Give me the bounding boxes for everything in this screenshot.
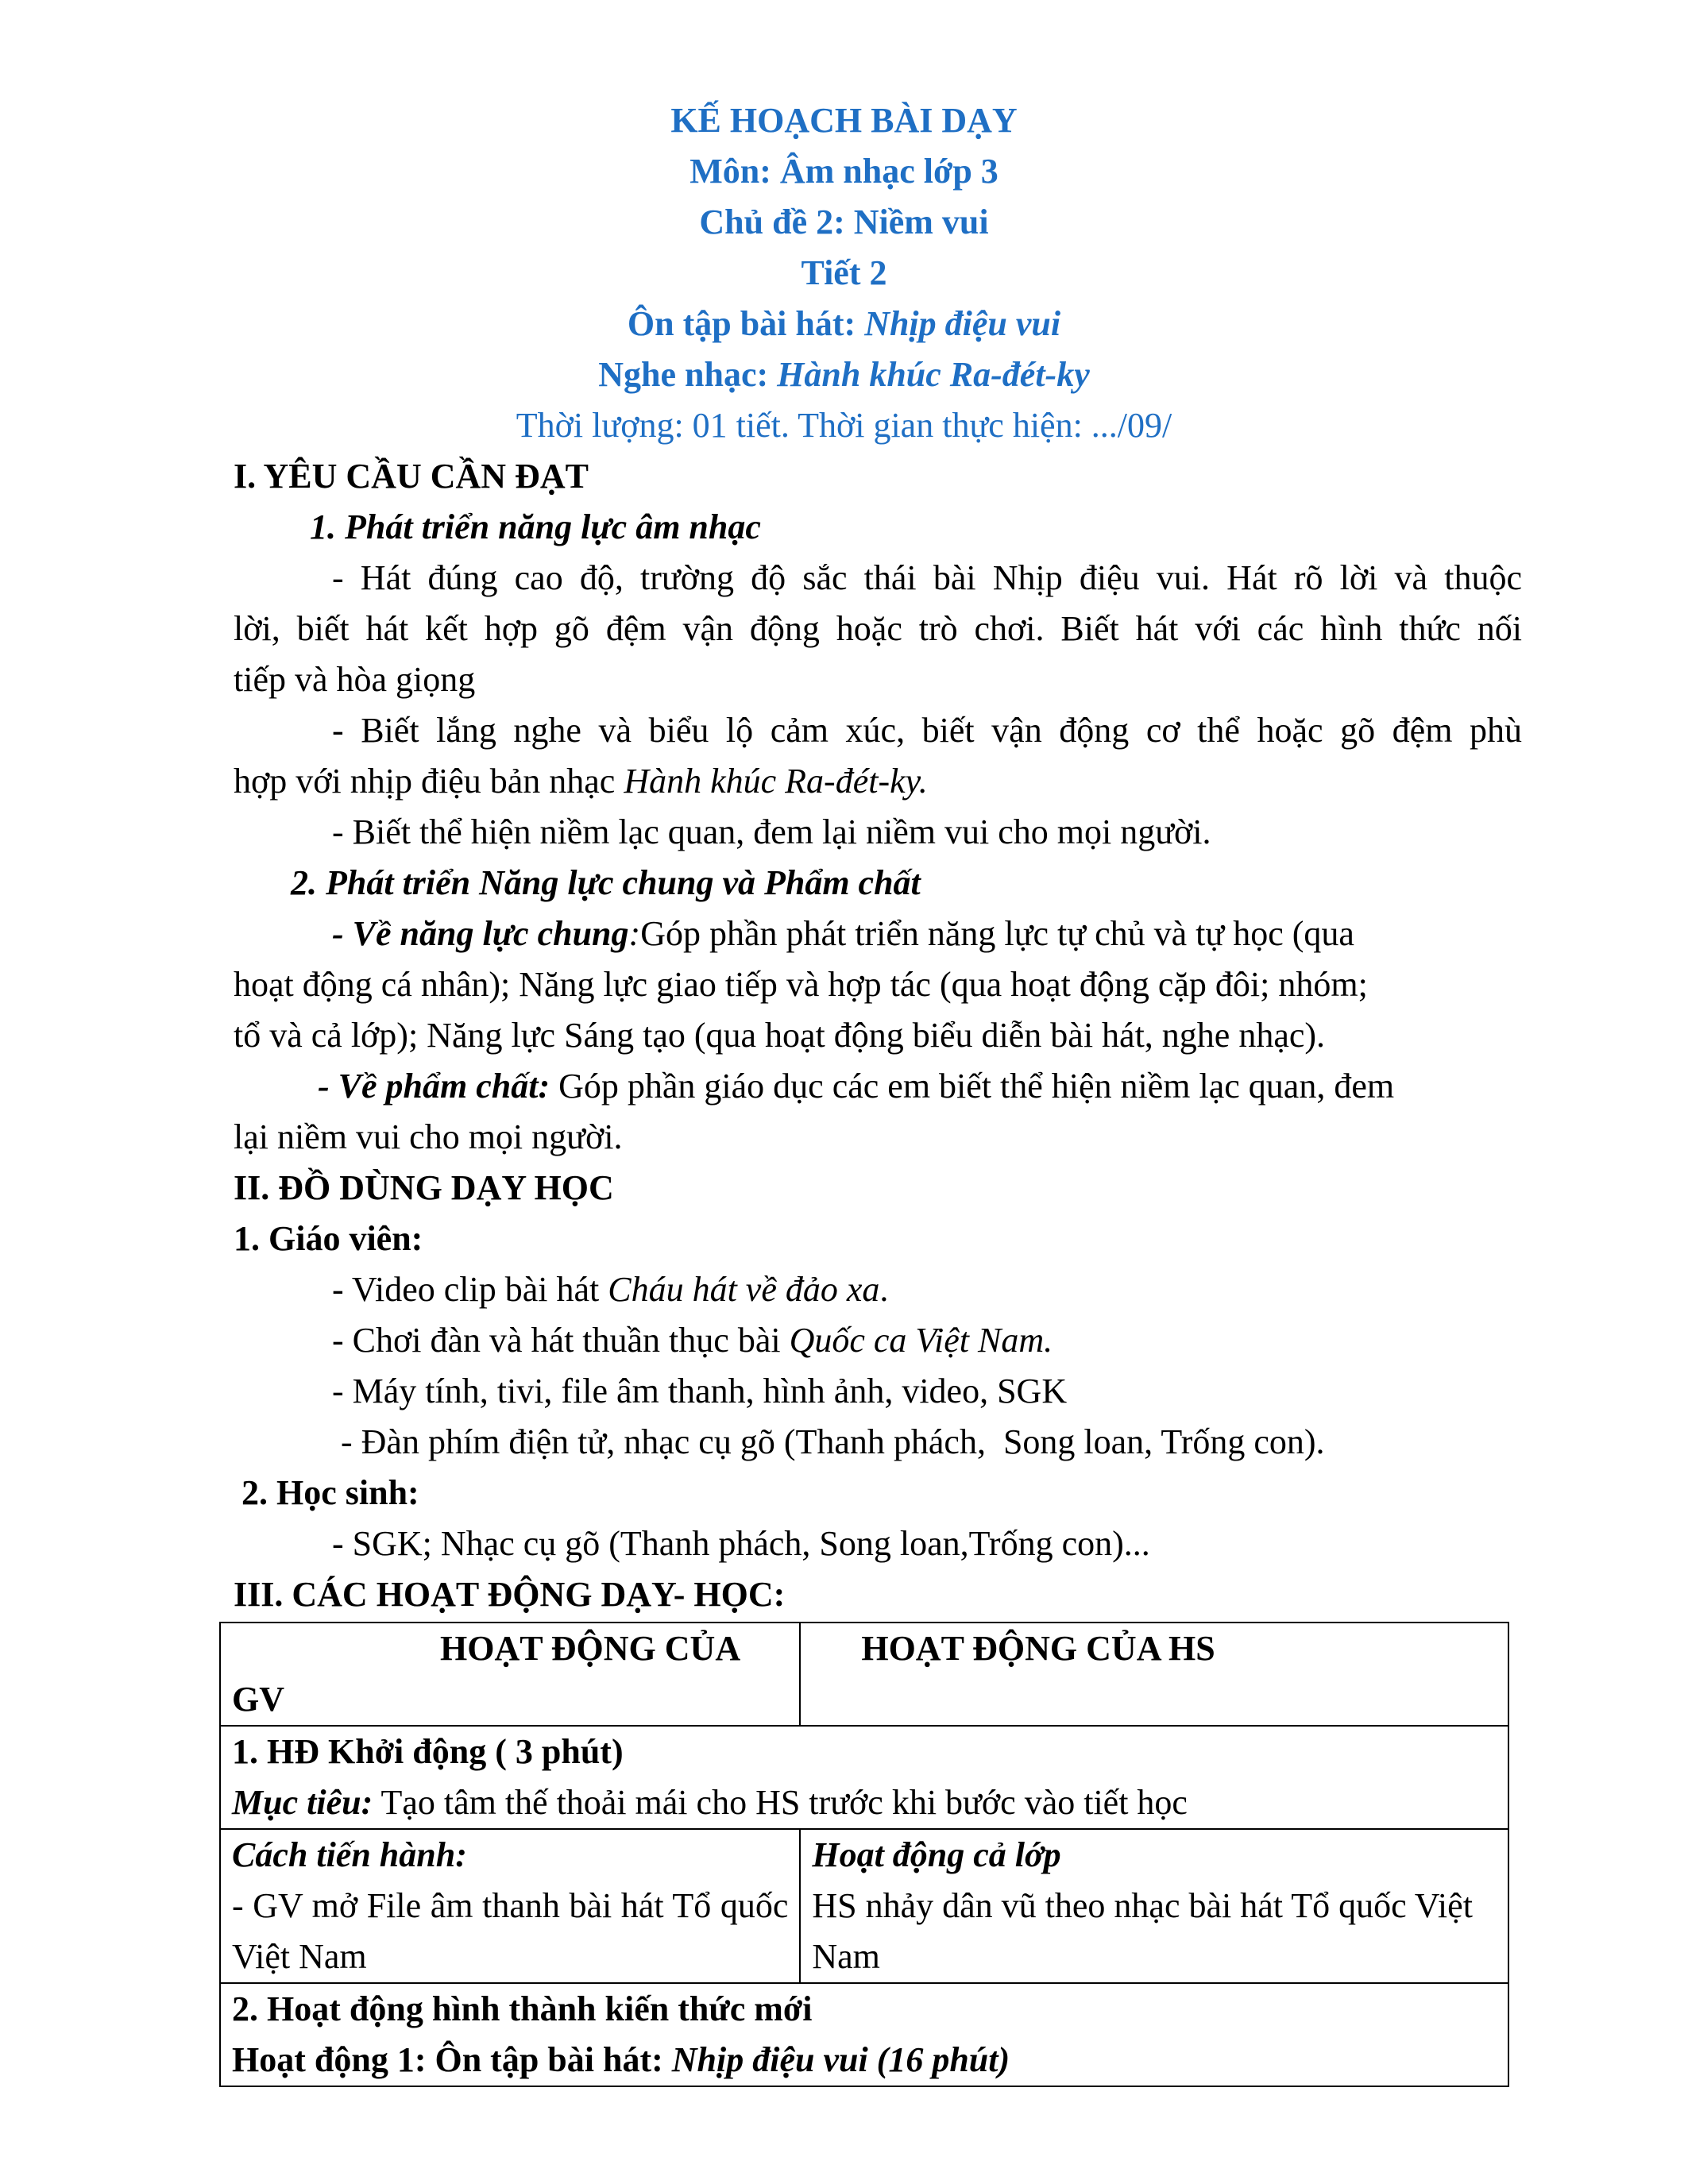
class-activity-cell [800, 1829, 1508, 1983]
document-title: KẾ HOẠCH BÀI DẠY [670, 101, 1018, 140]
activity1-prefix: Hoạt động 1: Ôn tập bài hát: [232, 2040, 672, 2079]
t2-prefix: - Chơi đàn và hát thuần thục bài [332, 1321, 790, 1360]
p2-line2-italic: Hành khúc Ra-đét-ky. [624, 762, 928, 801]
p2-line1: - Biết lắng nghe và biểu lộ cảm xúc, biết vận động cơ thể hoặc gõ đệm phù [332, 711, 1522, 750]
p1-line3: tiếp và hòa giọng [234, 660, 476, 699]
student-heading: 2. Học sinh: [241, 1473, 419, 1512]
table-row [220, 1983, 1508, 2086]
teacher-item-2 [332, 1315, 1053, 1366]
header-hs-label: HOẠT ĐỘNG CỦA HS [861, 1629, 1215, 1668]
review-line [0, 299, 1688, 349]
header-gv-line2: GV [232, 1680, 284, 1719]
p2-line2 [234, 756, 928, 807]
p1-line1: - Hát đúng cao độ, trường độ sắc thái bài Nhịp điệu vui. Hát rõ lời và thuộc [332, 558, 1522, 597]
table-row [220, 1829, 1508, 1983]
teacher-item-1 [332, 1264, 888, 1315]
section2-heading: II. ĐỒ DÙNG DẠY HỌC [234, 1168, 614, 1207]
teacher-item-3: - Máy tính, tivi, file âm thanh, hình ảnh, video, SGK [332, 1372, 1068, 1410]
p5-label: - Về phẩm chất: [318, 1067, 550, 1106]
p1-line2: lời, biết hát kết hợp gõ đệm vận động hoặc trò chơi. Biết hát với các hình thức nối [234, 609, 1522, 648]
review-prefix: Ôn tập bài hát: [627, 304, 865, 343]
section1-heading: I. YÊU CẦU CẦN ĐẠT [234, 457, 589, 496]
header-hs-cell [800, 1623, 1508, 1726]
p4-line1 [332, 909, 1354, 959]
class-activity-text: HS nhảy dân vũ theo nhạc bài hát Tổ quốc Việt Nam [812, 1886, 1473, 1976]
t1-prefix: - Video clip bài hát [332, 1270, 608, 1309]
subject-line: Môn: Âm nhạc lớp 3 [689, 152, 999, 191]
p5-line2: lại niềm vui cho mọi người. [234, 1117, 623, 1156]
header-gv-line1: HOẠT ĐỘNG CỦA [440, 1629, 741, 1668]
student-item-1: - SGK; Nhạc cụ gõ (Thanh phách, Song loan,Trống con)... [332, 1524, 1150, 1563]
t1-italic: Cháu hát về đảo xa [608, 1270, 880, 1309]
section3-heading: III. CÁC HOẠT ĐỘNG DẠY- HỌC: [234, 1575, 786, 1614]
activity1-line [232, 2035, 1497, 2086]
p5-text1: Góp phần giáo dục các em biết thể hiện niềm lạc quan, đem [550, 1067, 1395, 1106]
table-row [220, 1726, 1508, 1829]
section1-sub2: 2. Phát triển Năng lực chung và Phẩm chất [291, 863, 921, 902]
section1-sub1: 1. Phát triển năng lực âm nhạc [310, 507, 761, 546]
warmup-goal [232, 1777, 1497, 1828]
p4-line3: tổ và cả lớp); Năng lực Sáng tạo (qua hoạt động biểu diễn bài hát, nghe nhạc). [234, 1016, 1326, 1055]
review-song: Nhịp điệu vui [864, 304, 1061, 343]
listen-piece: Hành khúc Ra-đét-ky [777, 355, 1090, 394]
table-header-row [220, 1623, 1508, 1726]
p4-line2: hoạt động cá nhân); Năng lực giao tiếp và hợp tác (qua hoạt động cặp đôi; nhóm; [234, 965, 1368, 1004]
new-knowledge-cell [220, 1983, 1508, 2086]
period-line: Tiết 2 [801, 253, 887, 292]
listen-prefix: Nghe nhạc: [598, 355, 778, 394]
new-knowledge-title: 2. Hoạt động hình thành kiến thức mới [232, 1989, 813, 2028]
goal-label: Mục tiêu: [232, 1783, 373, 1822]
warmup-cell [220, 1726, 1508, 1829]
topic-line: Chủ đề 2: Niềm vui [699, 203, 989, 241]
activity1-italic: Nhịp điệu vui (16 phút) [671, 2040, 1010, 2079]
teacher-item-4: - Đàn phím điện tử, nhạc cụ gõ (Thanh phách, Song loan, Trống con). [332, 1422, 1325, 1461]
class-activity-label: Hoạt động cả lớp [812, 1835, 1061, 1874]
p4-colon: : [628, 914, 641, 953]
t1-suffix: . [879, 1270, 889, 1309]
p3-line: - Biết thể hiện niềm lạc quan, đem lại niềm vui cho mọi người. [332, 812, 1211, 851]
activities-table [219, 1622, 1509, 2087]
teacher-heading: 1. Giáo viên: [234, 1219, 423, 1258]
p4-text1: Góp phần phát triển năng lực tự chủ và tự học (qua [640, 914, 1354, 953]
header-gv-cell [220, 1623, 800, 1726]
warmup-title: 1. HĐ Khởi động ( 3 phút) [232, 1732, 624, 1771]
t2-italic: Quốc ca Việt Nam. [789, 1321, 1053, 1360]
procedure-text: - GV mở File âm thanh bài hát Tổ quốc Việt Nam [232, 1886, 789, 1976]
duration-line: Thời lượng: 01 tiết. Thời gian thực hiện: .../09/ [516, 406, 1172, 445]
listen-line [0, 349, 1688, 400]
procedure-label: Cách tiến hành: [232, 1835, 467, 1874]
procedure-cell [220, 1829, 800, 1983]
p5-line1 [318, 1061, 1394, 1112]
p4-label: - Về năng lực chung [332, 914, 629, 953]
goal-text: Tạo tâm thế thoải mái cho HS trước khi bước vào tiết học [373, 1783, 1188, 1822]
p2-line2-prefix: hợp với nhịp điệu bản nhạc [234, 762, 624, 801]
